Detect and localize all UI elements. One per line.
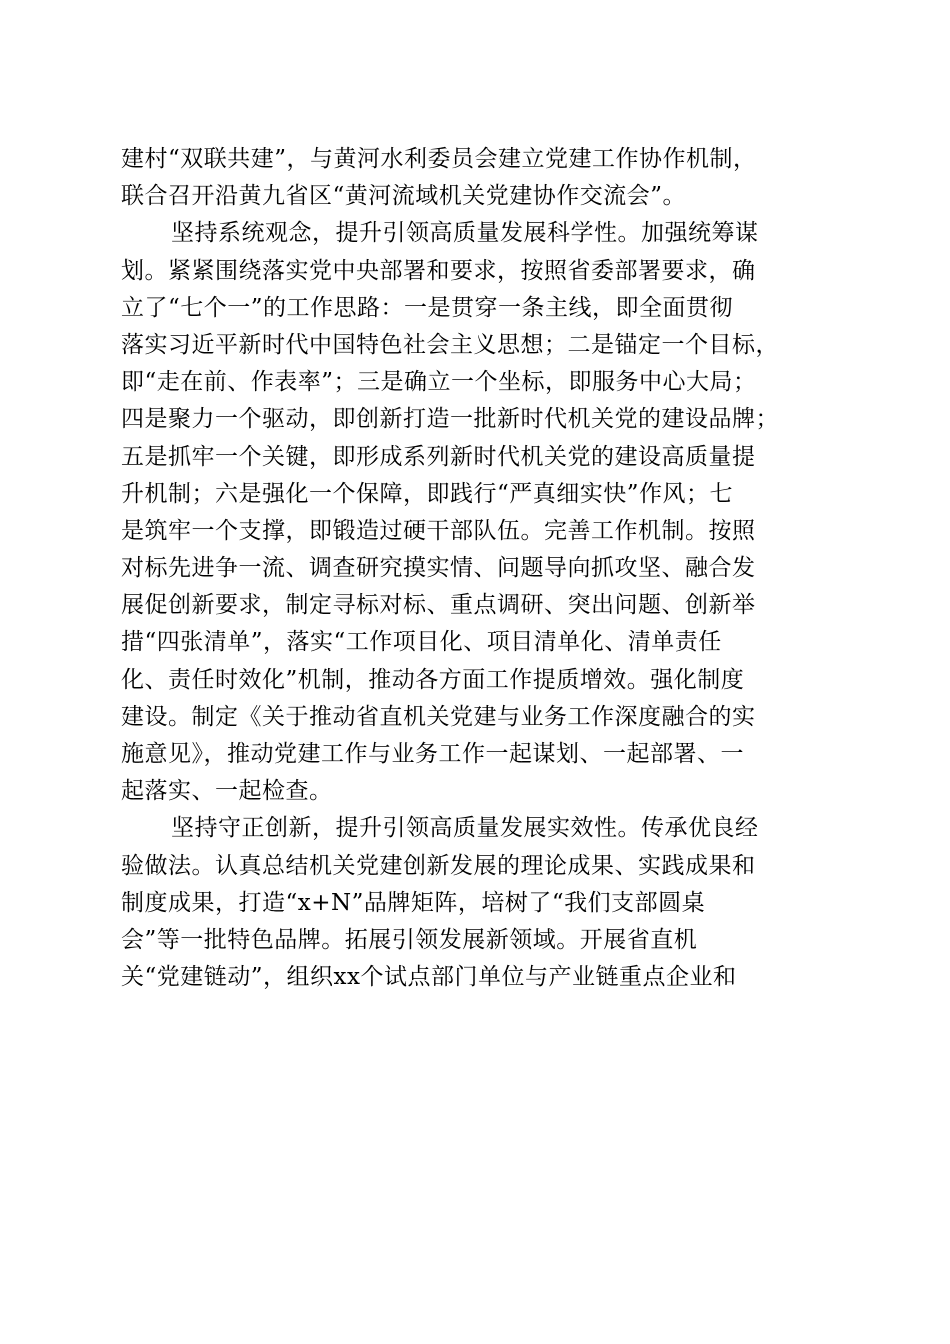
- text-line: 坚持守正创新，提升引领高质量发展实效性。传承优良经: [171, 815, 759, 842]
- text-line: 划。紧紧围绕落实党中央部署和要求，按照省委部署要求，确: [121, 257, 756, 284]
- text-line: 施意见》，推动党建工作与业务工作一起谋划、一起部署、一: [121, 741, 744, 767]
- text-line: 措“四张清单”，落实“工作项目化、项目清单化、清单责任: [121, 629, 722, 656]
- text-line: 建设。制定《关于推动省直机关党建与业务工作深度融合的实: [121, 703, 756, 730]
- text-line: 四是聚力一个驱动，即创新打造一批新时代机关党的建设品牌；: [121, 406, 779, 433]
- text-line: 展促创新要求，制定寻标对标、重点调研、突出问题、创新举: [121, 592, 756, 619]
- text-line: 是筑牢一个支撑，即锻造过硬干部队伍。完善工作机制。按照: [121, 517, 756, 544]
- text-line: 关“党建链动”，组织xx个试点部门单位与产业链重点企业和: [121, 964, 737, 991]
- text-line: 验做法。认真总结机关党建创新发展的理论成果、实践成果和: [121, 852, 756, 879]
- text-line: 落实习近平新时代中国特色社会主义思想；二是锚定一个目标，: [121, 331, 779, 358]
- text-line: 联合召开沿黄九省区“黄河流域机关党建协作交流会”。: [121, 183, 687, 210]
- paragraph-1: [121, 141, 836, 215]
- text-line: 升机制；六是强化一个保障，即践行“严真细实快”作风；七: [121, 480, 734, 507]
- text-line: 五是抓牢一个关键，即形成系列新时代机关党的建设高质量提: [121, 443, 756, 470]
- text-line: 起落实、一起检查。: [121, 778, 333, 805]
- text-line: 制度成果，打造“x+N”品牌矩阵，培树了“我们支部圆桌: [121, 889, 706, 916]
- text-line: 即“走在前、作表率”；三是确立一个坐标，即服务中心大局；: [121, 369, 757, 396]
- text-line: 会”等一批特色品牌。拓展引领发展新领域。开展省直机: [121, 926, 698, 953]
- text-line: 建村“双联共建”，与黄河水利委员会建立党建工作协作机制，: [121, 146, 757, 172]
- text-line: 坚持系统观念，提升引领高质量发展科学性。加强统筹谋: [171, 220, 759, 247]
- paragraph-2: [121, 215, 836, 810]
- text-line: 立了“七个一”的工作思路：一是贯穿一条主线，即全面贯彻: [121, 294, 734, 321]
- document-body: [121, 141, 836, 996]
- text-line: 对标先进争一流、调查研究摸实情、问题导向抓攻坚、融合发: [121, 555, 756, 582]
- text-line: 化、责任时效化”机制，推动各方面工作提质增效。强化制度: [121, 666, 745, 693]
- paragraph-3: [121, 810, 836, 996]
